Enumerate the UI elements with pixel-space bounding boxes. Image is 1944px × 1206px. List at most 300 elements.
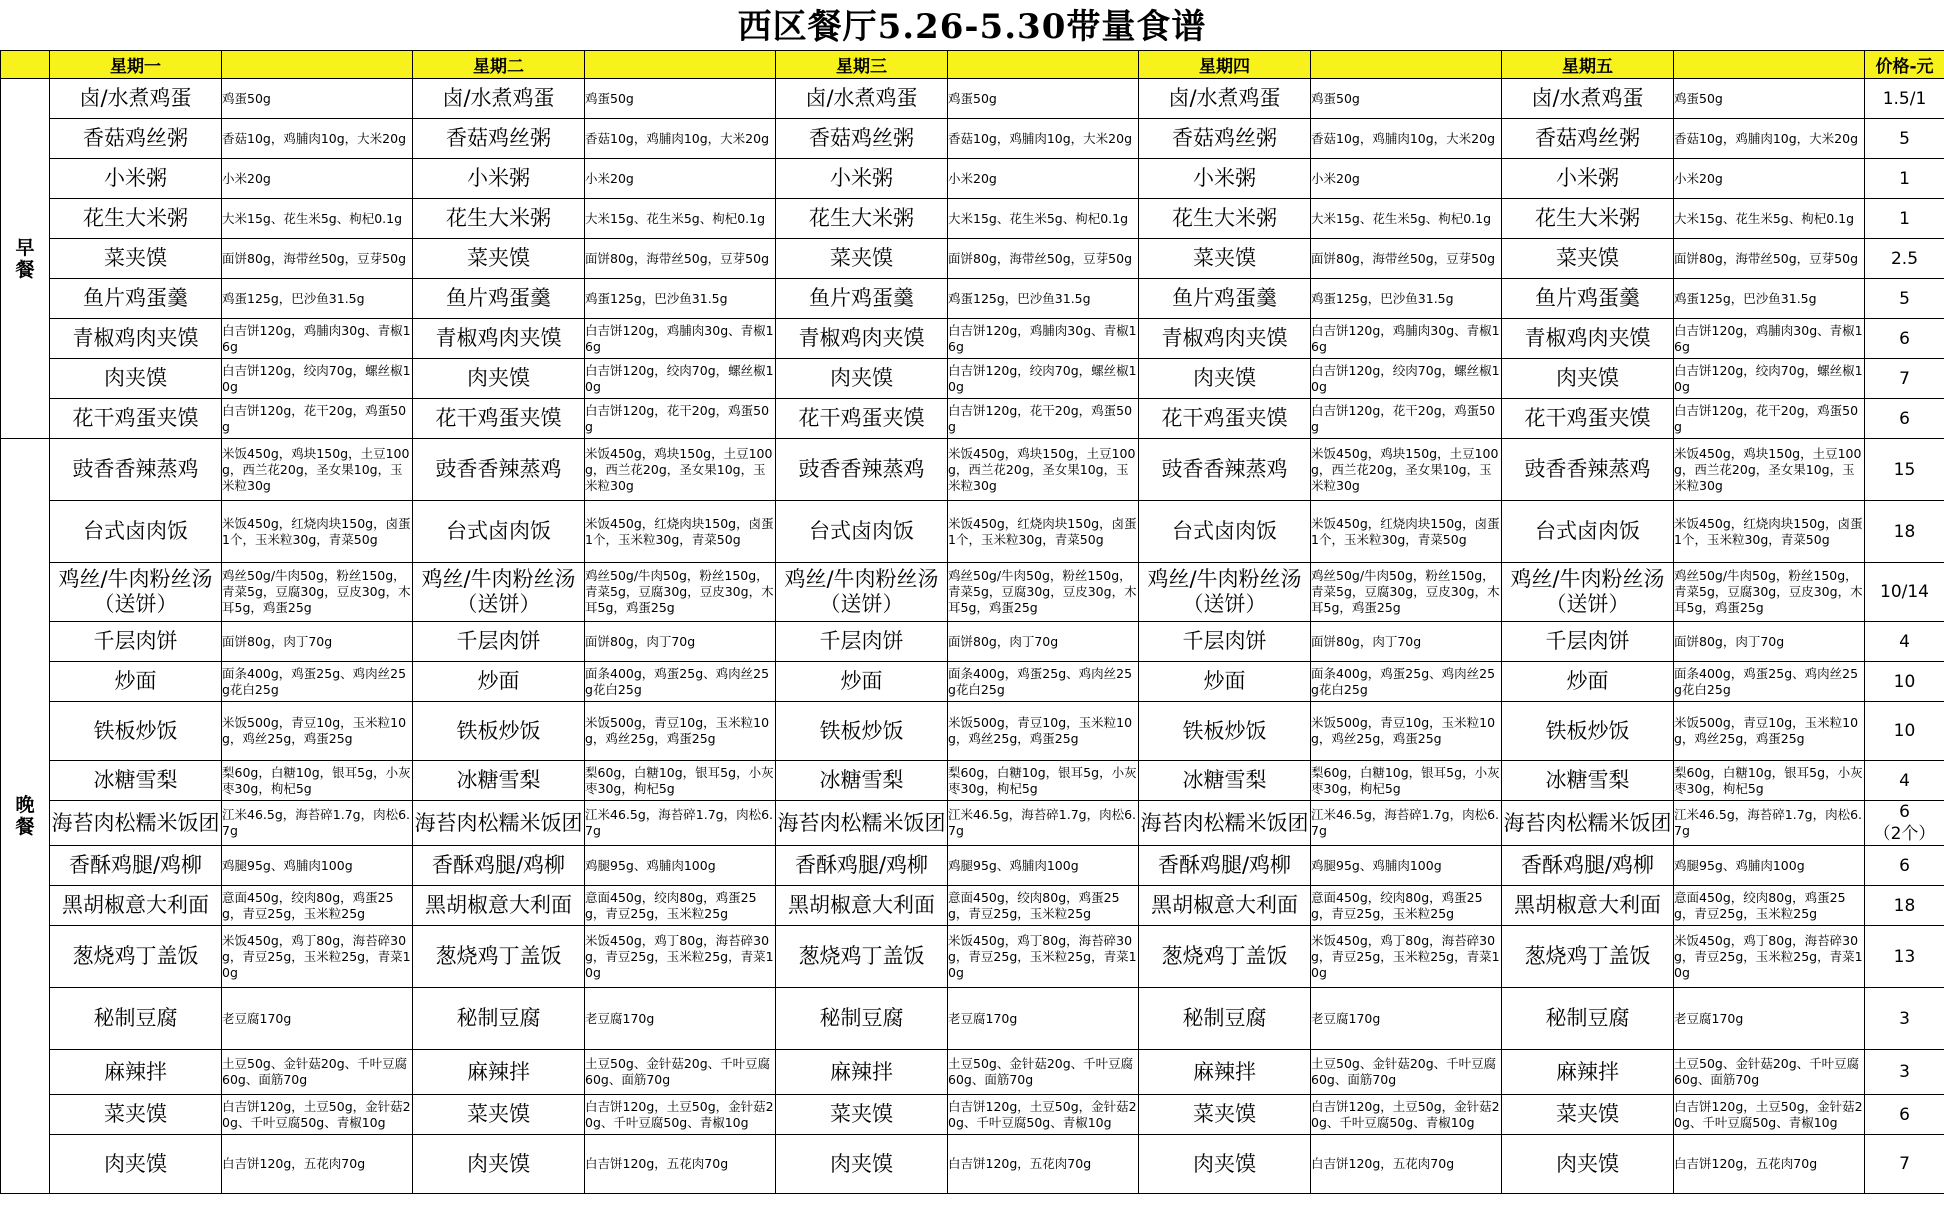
dish-ingredients: 意面450g，绞肉80g，鸡蛋25g，青豆25g，玉米粒25g bbox=[585, 886, 776, 926]
menu-row bbox=[1, 846, 1944, 886]
dish-ingredients: 江米46.5g，海苔碎1.7g，肉松6.7g bbox=[585, 801, 776, 846]
dish-name: 葱烧鸡丁盖饭 bbox=[50, 926, 222, 988]
dish-name: 花生大米粥 bbox=[776, 199, 948, 239]
dish-ingredients: 老豆腐170g bbox=[948, 988, 1139, 1050]
dish-ingredients: 鸡腿95g、鸡脯肉100g bbox=[1311, 846, 1502, 886]
dish-ingredients: 梨60g，白糖10g，银耳5g，小灰枣30g，枸杞5g bbox=[948, 761, 1139, 801]
dish-name: 千层肉饼 bbox=[413, 622, 585, 662]
menu-row bbox=[1, 662, 1944, 702]
dish-ingredients: 大米15g、花生米5g、枸杞0.1g bbox=[1674, 199, 1865, 239]
dish-name: 麻辣拌 bbox=[1139, 1050, 1311, 1095]
dish-ingredients: 米饭450g，鸡丁80g，海苔碎30g，青豆25g，玉米粒25g，青菜10g bbox=[948, 926, 1139, 988]
dish-name: 肉夹馍 bbox=[413, 359, 585, 399]
dish-ingredients: 鸡腿95g、鸡脯肉100g bbox=[948, 846, 1139, 886]
dish-name: 花生大米粥 bbox=[413, 199, 585, 239]
dish-ingredients: 面饼80g，肉丁70g bbox=[1674, 622, 1865, 662]
dish-name: 铁板炒饭 bbox=[776, 702, 948, 761]
dish-name: 花生大米粥 bbox=[1139, 199, 1311, 239]
dish-ingredients: 老豆腐170g bbox=[1311, 988, 1502, 1050]
dish-name: 香酥鸡腿/鸡柳 bbox=[1139, 846, 1311, 886]
dish-price: 5 bbox=[1865, 119, 1944, 159]
dish-name: 花干鸡蛋夹馍 bbox=[50, 399, 222, 439]
dish-name: 青椒鸡肉夹馍 bbox=[1139, 319, 1311, 359]
dish-price: 6 bbox=[1865, 319, 1944, 359]
dish-name: 黑胡椒意大利面 bbox=[776, 886, 948, 926]
menu-row bbox=[1, 1135, 1944, 1194]
dish-name: 炒面 bbox=[1502, 662, 1674, 702]
dish-name: 葱烧鸡丁盖饭 bbox=[1502, 926, 1674, 988]
dish-name: 小米粥 bbox=[1139, 159, 1311, 199]
dish-name: 葱烧鸡丁盖饭 bbox=[1139, 926, 1311, 988]
dish-name: 黑胡椒意大利面 bbox=[1502, 886, 1674, 926]
header-spacer bbox=[1311, 51, 1502, 79]
dish-name: 麻辣拌 bbox=[1502, 1050, 1674, 1095]
dish-name: 鱼片鸡蛋羹 bbox=[1139, 279, 1311, 319]
dish-name: 葱烧鸡丁盖饭 bbox=[413, 926, 585, 988]
dish-ingredients: 白吉饼120g，土豆50g，金针菇20g、千叶豆腐50g、青椒10g bbox=[1674, 1095, 1865, 1135]
dish-ingredients: 米饭450g，鸡块150g，土豆100g，西兰花20g，圣女果10g，玉米粒30g bbox=[222, 439, 413, 501]
dish-ingredients: 白吉饼120g，花干20g，鸡蛋50g bbox=[222, 399, 413, 439]
header-row bbox=[1, 51, 1944, 79]
dish-name: 卤/水煮鸡蛋 bbox=[413, 79, 585, 119]
dish-name: 肉夹馍 bbox=[1139, 1135, 1311, 1194]
dish-price: 7 bbox=[1865, 1135, 1944, 1194]
dish-ingredients: 老豆腐170g bbox=[222, 988, 413, 1050]
menu-row bbox=[1, 279, 1944, 319]
dish-price: 1 bbox=[1865, 199, 1944, 239]
dish-ingredients: 白吉饼120g，鸡脯肉30g、青椒16g bbox=[222, 319, 413, 359]
header-day-tue: 星期二 bbox=[413, 51, 585, 79]
menu-row bbox=[1, 801, 1944, 846]
dish-price: 3 bbox=[1865, 1050, 1944, 1095]
dish-price: 4 bbox=[1865, 761, 1944, 801]
dish-ingredients: 香菇10g，鸡脯肉10g，大米20g bbox=[1311, 119, 1502, 159]
dish-name: 菜夹馍 bbox=[1502, 1095, 1674, 1135]
dish-ingredients: 白吉饼120g，五花肉70g bbox=[1674, 1135, 1865, 1194]
dish-name: 秘制豆腐 bbox=[50, 988, 222, 1050]
dish-ingredients: 小米20g bbox=[1311, 159, 1502, 199]
dish-name: 菜夹馍 bbox=[413, 1095, 585, 1135]
dish-name: 肉夹馍 bbox=[1502, 359, 1674, 399]
dish-name: 冰糖雪梨 bbox=[1502, 761, 1674, 801]
menu-row bbox=[1, 501, 1944, 563]
dish-ingredients: 白吉饼120g，鸡脯肉30g、青椒16g bbox=[585, 319, 776, 359]
dish-name: 炒面 bbox=[50, 662, 222, 702]
dish-name: 卤/水煮鸡蛋 bbox=[1502, 79, 1674, 119]
menu-row bbox=[1, 1095, 1944, 1135]
header-spacer bbox=[1674, 51, 1865, 79]
dish-name: 铁板炒饭 bbox=[1139, 702, 1311, 761]
dish-name: 小米粥 bbox=[776, 159, 948, 199]
dish-ingredients: 鸡蛋50g bbox=[948, 79, 1139, 119]
dish-ingredients: 香菇10g，鸡脯肉10g，大米20g bbox=[948, 119, 1139, 159]
dish-ingredients: 鸡蛋125g，巴沙鱼31.5g bbox=[222, 279, 413, 319]
dish-name: 海苔肉松糯米饭团 bbox=[50, 801, 222, 846]
dish-ingredients: 梨60g，白糖10g，银耳5g，小灰枣30g，枸杞5g bbox=[222, 761, 413, 801]
dish-name: 香菇鸡丝粥 bbox=[1502, 119, 1674, 159]
dish-ingredients: 米饭450g，红烧肉块150g，卤蛋1个，玉米粒30g，青菜50g bbox=[1674, 501, 1865, 563]
dish-ingredients: 大米15g、花生米5g、枸杞0.1g bbox=[222, 199, 413, 239]
dish-name: 卤/水煮鸡蛋 bbox=[776, 79, 948, 119]
dish-name: 铁板炒饭 bbox=[413, 702, 585, 761]
header-day-wed: 星期三 bbox=[776, 51, 948, 79]
menu-row bbox=[1, 886, 1944, 926]
header-spacer bbox=[222, 51, 413, 79]
dish-ingredients: 梨60g，白糖10g，银耳5g，小灰枣30g，枸杞5g bbox=[585, 761, 776, 801]
dish-price: 6 bbox=[1865, 399, 1944, 439]
dish-ingredients: 意面450g，绞肉80g，鸡蛋25g，青豆25g，玉米粒25g bbox=[1674, 886, 1865, 926]
dish-name: 冰糖雪梨 bbox=[50, 761, 222, 801]
dish-ingredients: 意面450g，绞肉80g，鸡蛋25g，青豆25g，玉米粒25g bbox=[948, 886, 1139, 926]
dish-ingredients: 意面450g，绞肉80g，鸡蛋25g，青豆25g，玉米粒25g bbox=[1311, 886, 1502, 926]
dish-name: 鱼片鸡蛋羹 bbox=[50, 279, 222, 319]
menu-row bbox=[1, 319, 1944, 359]
dish-name: 肉夹馍 bbox=[50, 359, 222, 399]
dish-name: 青椒鸡肉夹馍 bbox=[50, 319, 222, 359]
menu-row bbox=[1, 988, 1944, 1050]
meal-label-text: 早餐 bbox=[15, 236, 35, 281]
dish-ingredients: 白吉饼120g，鸡脯肉30g、青椒16g bbox=[1674, 319, 1865, 359]
dish-ingredients: 米饭500g，青豆10g，玉米粒10g，鸡丝25g，鸡蛋25g bbox=[222, 702, 413, 761]
dish-name: 冰糖雪梨 bbox=[1139, 761, 1311, 801]
dish-price: 6 （2个） bbox=[1865, 801, 1944, 846]
dish-name: 菜夹馍 bbox=[776, 239, 948, 279]
menu-row bbox=[1, 563, 1944, 622]
menu-row bbox=[1, 761, 1944, 801]
meal-label bbox=[1, 439, 50, 1194]
dish-ingredients: 鸡丝50g/牛肉50g，粉丝150g，青菜5g，豆腐30g，豆皮30g，木耳5g，鸡蛋25g bbox=[585, 563, 776, 622]
dish-name: 鱼片鸡蛋羹 bbox=[413, 279, 585, 319]
dish-name: 千层肉饼 bbox=[1139, 622, 1311, 662]
dish-ingredients: 米饭500g，青豆10g，玉米粒10g，鸡丝25g，鸡蛋25g bbox=[1311, 702, 1502, 761]
dish-ingredients: 面饼80g，海带丝50g，豆芽50g bbox=[1674, 239, 1865, 279]
dish-ingredients: 米饭450g，鸡丁80g，海苔碎30g，青豆25g，玉米粒25g，青菜10g bbox=[585, 926, 776, 988]
dish-ingredients: 面饼80g，肉丁70g bbox=[222, 622, 413, 662]
dish-name: 肉夹馍 bbox=[1502, 1135, 1674, 1194]
dish-ingredients: 老豆腐170g bbox=[1674, 988, 1865, 1050]
dish-price: 2.5 bbox=[1865, 239, 1944, 279]
dish-ingredients: 鸡蛋125g，巴沙鱼31.5g bbox=[1674, 279, 1865, 319]
dish-name: 麻辣拌 bbox=[776, 1050, 948, 1095]
dish-ingredients: 白吉饼120g，土豆50g，金针菇20g、千叶豆腐50g、青椒10g bbox=[222, 1095, 413, 1135]
dish-name: 青椒鸡肉夹馍 bbox=[1502, 319, 1674, 359]
dish-ingredients: 面饼80g，海带丝50g，豆芽50g bbox=[1311, 239, 1502, 279]
dish-ingredients: 鸡腿95g、鸡脯肉100g bbox=[1674, 846, 1865, 886]
dish-name: 花干鸡蛋夹馍 bbox=[1502, 399, 1674, 439]
dish-name: 海苔肉松糯米饭团 bbox=[1502, 801, 1674, 846]
dish-ingredients: 面饼80g，海带丝50g，豆芽50g bbox=[948, 239, 1139, 279]
dish-ingredients: 大米15g、花生米5g、枸杞0.1g bbox=[585, 199, 776, 239]
dish-ingredients: 米饭450g，鸡块150g，土豆100g，西兰花20g，圣女果10g，玉米粒30g bbox=[1674, 439, 1865, 501]
dish-name: 香酥鸡腿/鸡柳 bbox=[413, 846, 585, 886]
dish-ingredients: 梨60g，白糖10g，银耳5g，小灰枣30g，枸杞5g bbox=[1311, 761, 1502, 801]
dish-ingredients: 鸡蛋125g，巴沙鱼31.5g bbox=[585, 279, 776, 319]
dish-ingredients: 江米46.5g，海苔碎1.7g，肉松6.7g bbox=[1674, 801, 1865, 846]
dish-ingredients: 面条400g，鸡蛋25g、鸡肉丝25g花白25g bbox=[585, 662, 776, 702]
dish-name: 肉夹馍 bbox=[413, 1135, 585, 1194]
dish-name: 冰糖雪梨 bbox=[776, 761, 948, 801]
dish-ingredients: 面饼80g，肉丁70g bbox=[585, 622, 776, 662]
dish-ingredients: 面饼80g，肉丁70g bbox=[1311, 622, 1502, 662]
dish-price: 5 bbox=[1865, 279, 1944, 319]
dish-name: 花干鸡蛋夹馍 bbox=[776, 399, 948, 439]
menu-table bbox=[0, 50, 1944, 1194]
dish-ingredients: 面条400g，鸡蛋25g、鸡肉丝25g花白25g bbox=[948, 662, 1139, 702]
dish-name: 卤/水煮鸡蛋 bbox=[50, 79, 222, 119]
dish-price: 3 bbox=[1865, 988, 1944, 1050]
dish-ingredients: 白吉饼120g，花干20g，鸡蛋50g bbox=[1311, 399, 1502, 439]
dish-name: 海苔肉松糯米饭团 bbox=[1139, 801, 1311, 846]
dish-ingredients: 白吉饼120g，绞肉70g，螺丝椒10g bbox=[1311, 359, 1502, 399]
dish-name: 小米粥 bbox=[1502, 159, 1674, 199]
dish-ingredients: 米饭450g，鸡块150g，土豆100g，西兰花20g，圣女果10g，玉米粒30g bbox=[585, 439, 776, 501]
dish-price: 10 bbox=[1865, 662, 1944, 702]
menu-row bbox=[1, 79, 1944, 119]
dish-ingredients: 土豆50g、金针菇20g、千叶豆腐60g、面筋70g bbox=[948, 1050, 1139, 1095]
dish-name: 千层肉饼 bbox=[1502, 622, 1674, 662]
dish-ingredients: 大米15g、花生米5g、枸杞0.1g bbox=[948, 199, 1139, 239]
dish-ingredients: 小米20g bbox=[585, 159, 776, 199]
menu-row bbox=[1, 119, 1944, 159]
dish-name: 青椒鸡肉夹馍 bbox=[776, 319, 948, 359]
header-day-thu: 星期四 bbox=[1139, 51, 1311, 79]
dish-price: 6 bbox=[1865, 1095, 1944, 1135]
header-day-mon: 星期一 bbox=[50, 51, 222, 79]
menu-row bbox=[1, 359, 1944, 399]
menu-row bbox=[1, 439, 1944, 501]
dish-name: 黑胡椒意大利面 bbox=[413, 886, 585, 926]
dish-ingredients: 米饭450g，鸡丁80g，海苔碎30g，青豆25g，玉米粒25g，青菜10g bbox=[1674, 926, 1865, 988]
dish-ingredients: 白吉饼120g，绞肉70g，螺丝椒10g bbox=[585, 359, 776, 399]
dish-ingredients: 白吉饼120g，五花肉70g bbox=[222, 1135, 413, 1194]
dish-name: 菜夹馍 bbox=[1139, 239, 1311, 279]
dish-name: 豉香香辣蒸鸡 bbox=[413, 439, 585, 501]
dish-ingredients: 小米20g bbox=[222, 159, 413, 199]
dish-name: 鱼片鸡蛋羹 bbox=[1502, 279, 1674, 319]
dish-price: 6 bbox=[1865, 846, 1944, 886]
dish-name: 海苔肉松糯米饭团 bbox=[413, 801, 585, 846]
dish-name: 花生大米粥 bbox=[1502, 199, 1674, 239]
dish-ingredients: 香菇10g，鸡脯肉10g，大米20g bbox=[222, 119, 413, 159]
dish-name: 台式卤肉饭 bbox=[776, 501, 948, 563]
dish-price: 1 bbox=[1865, 159, 1944, 199]
dish-price: 18 bbox=[1865, 886, 1944, 926]
dish-ingredients: 面条400g，鸡蛋25g、鸡肉丝25g花白25g bbox=[1311, 662, 1502, 702]
dish-name: 葱烧鸡丁盖饭 bbox=[776, 926, 948, 988]
dish-name: 麻辣拌 bbox=[50, 1050, 222, 1095]
dish-name: 鸡丝/牛肉粉丝汤（送饼） bbox=[413, 563, 585, 622]
dish-ingredients: 米饭450g，鸡块150g，土豆100g，西兰花20g，圣女果10g，玉米粒30g bbox=[1311, 439, 1502, 501]
dish-name: 肉夹馍 bbox=[776, 1135, 948, 1194]
dish-name: 千层肉饼 bbox=[50, 622, 222, 662]
dish-name: 黑胡椒意大利面 bbox=[50, 886, 222, 926]
dish-ingredients: 鸡丝50g/牛肉50g，粉丝150g，青菜5g，豆腐30g，豆皮30g，木耳5g，鸡蛋25g bbox=[948, 563, 1139, 622]
dish-ingredients: 江米46.5g，海苔碎1.7g，肉松6.7g bbox=[222, 801, 413, 846]
dish-ingredients: 老豆腐170g bbox=[585, 988, 776, 1050]
dish-name: 鸡丝/牛肉粉丝汤（送饼） bbox=[1139, 563, 1311, 622]
dish-name: 肉夹馍 bbox=[1139, 359, 1311, 399]
menu-row bbox=[1, 702, 1944, 761]
dish-ingredients: 意面450g，绞肉80g，鸡蛋25g，青豆25g，玉米粒25g bbox=[222, 886, 413, 926]
dish-price: 10 bbox=[1865, 702, 1944, 761]
dish-name: 豉香香辣蒸鸡 bbox=[1502, 439, 1674, 501]
dish-price: 15 bbox=[1865, 439, 1944, 501]
dish-name: 秘制豆腐 bbox=[413, 988, 585, 1050]
dish-ingredients: 白吉饼120g，花干20g，鸡蛋50g bbox=[948, 399, 1139, 439]
dish-ingredients: 米饭450g，鸡块150g，土豆100g，西兰花20g，圣女果10g，玉米粒30g bbox=[948, 439, 1139, 501]
dish-ingredients: 梨60g，白糖10g，银耳5g，小灰枣30g，枸杞5g bbox=[1674, 761, 1865, 801]
dish-ingredients: 面饼80g，肉丁70g bbox=[948, 622, 1139, 662]
dish-ingredients: 香菇10g，鸡脯肉10g，大米20g bbox=[1674, 119, 1865, 159]
dish-ingredients: 米饭450g，红烧肉块150g，卤蛋1个，玉米粒30g，青菜50g bbox=[585, 501, 776, 563]
dish-ingredients: 鸡蛋125g，巴沙鱼31.5g bbox=[1311, 279, 1502, 319]
dish-name: 海苔肉松糯米饭团 bbox=[776, 801, 948, 846]
dish-name: 菜夹馍 bbox=[50, 239, 222, 279]
dish-ingredients: 面饼80g，海带丝50g，豆芽50g bbox=[222, 239, 413, 279]
page-title: 西区餐厅5.26-5.30带量食谱 bbox=[737, 7, 1207, 47]
meal-label bbox=[1, 79, 50, 439]
dish-ingredients: 白吉饼120g，绞肉70g，螺丝椒10g bbox=[948, 359, 1139, 399]
dish-price: 7 bbox=[1865, 359, 1944, 399]
dish-name: 青椒鸡肉夹馍 bbox=[413, 319, 585, 359]
dish-ingredients: 白吉饼120g，花干20g，鸡蛋50g bbox=[1674, 399, 1865, 439]
dish-ingredients: 鸡丝50g/牛肉50g，粉丝150g，青菜5g，豆腐30g，豆皮30g，木耳5g，鸡蛋25g bbox=[222, 563, 413, 622]
dish-name: 炒面 bbox=[776, 662, 948, 702]
menu-row bbox=[1, 1050, 1944, 1095]
dish-ingredients: 大米15g、花生米5g、枸杞0.1g bbox=[1311, 199, 1502, 239]
dish-ingredients: 米饭450g，鸡丁80g，海苔碎30g，青豆25g，玉米粒25g，青菜10g bbox=[222, 926, 413, 988]
dish-name: 黑胡椒意大利面 bbox=[1139, 886, 1311, 926]
header-day-fri: 星期五 bbox=[1502, 51, 1674, 79]
dish-ingredients: 小米20g bbox=[1674, 159, 1865, 199]
dish-name: 菜夹馍 bbox=[413, 239, 585, 279]
dish-name: 铁板炒饭 bbox=[50, 702, 222, 761]
dish-ingredients: 白吉饼120g，鸡脯肉30g、青椒16g bbox=[1311, 319, 1502, 359]
dish-ingredients: 白吉饼120g，绞肉70g，螺丝椒10g bbox=[1674, 359, 1865, 399]
dish-name: 小米粥 bbox=[413, 159, 585, 199]
dish-name: 台式卤肉饭 bbox=[413, 501, 585, 563]
dish-name: 肉夹馍 bbox=[50, 1135, 222, 1194]
dish-name: 台式卤肉饭 bbox=[50, 501, 222, 563]
dish-name: 豉香香辣蒸鸡 bbox=[776, 439, 948, 501]
dish-ingredients: 面条400g，鸡蛋25g、鸡肉丝25g花白25g bbox=[1674, 662, 1865, 702]
dish-ingredients: 鸡蛋50g bbox=[1311, 79, 1502, 119]
dish-ingredients: 白吉饼120g，土豆50g，金针菇20g、千叶豆腐50g、青椒10g bbox=[948, 1095, 1139, 1135]
dish-ingredients: 土豆50g、金针菇20g、千叶豆腐60g、面筋70g bbox=[222, 1050, 413, 1095]
dish-name: 台式卤肉饭 bbox=[1139, 501, 1311, 563]
dish-name: 千层肉饼 bbox=[776, 622, 948, 662]
dish-ingredients: 米饭450g，鸡丁80g，海苔碎30g，青豆25g，玉米粒25g，青菜10g bbox=[1311, 926, 1502, 988]
dish-name: 鱼片鸡蛋羹 bbox=[776, 279, 948, 319]
dish-name: 豉香香辣蒸鸡 bbox=[50, 439, 222, 501]
dish-ingredients: 土豆50g、金针菇20g、千叶豆腐60g、面筋70g bbox=[585, 1050, 776, 1095]
dish-ingredients: 土豆50g、金针菇20g、千叶豆腐60g、面筋70g bbox=[1311, 1050, 1502, 1095]
dish-ingredients: 白吉饼120g，土豆50g，金针菇20g、千叶豆腐50g、青椒10g bbox=[1311, 1095, 1502, 1135]
meal-label-text: 晚餐 bbox=[15, 794, 35, 838]
dish-price: 18 bbox=[1865, 501, 1944, 563]
dish-ingredients: 白吉饼120g，花干20g，鸡蛋50g bbox=[585, 399, 776, 439]
dish-ingredients: 米饭450g，红烧肉块150g，卤蛋1个，玉米粒30g，青菜50g bbox=[948, 501, 1139, 563]
dish-price: 4 bbox=[1865, 622, 1944, 662]
dish-ingredients: 米饭500g，青豆10g，玉米粒10g，鸡丝25g，鸡蛋25g bbox=[1674, 702, 1865, 761]
dish-ingredients: 米饭450g，红烧肉块150g，卤蛋1个，玉米粒30g，青菜50g bbox=[222, 501, 413, 563]
dish-name: 香酥鸡腿/鸡柳 bbox=[50, 846, 222, 886]
dish-ingredients: 米饭450g，红烧肉块150g，卤蛋1个，玉米粒30g，青菜50g bbox=[1311, 501, 1502, 563]
dish-ingredients: 米饭500g，青豆10g，玉米粒10g，鸡丝25g，鸡蛋25g bbox=[585, 702, 776, 761]
dish-name: 秘制豆腐 bbox=[1502, 988, 1674, 1050]
menu-row bbox=[1, 159, 1944, 199]
dish-ingredients: 香菇10g，鸡脯肉10g，大米20g bbox=[585, 119, 776, 159]
dish-ingredients: 白吉饼120g，五花肉70g bbox=[948, 1135, 1139, 1194]
dish-name: 肉夹馍 bbox=[776, 359, 948, 399]
dish-name: 鸡丝/牛肉粉丝汤（送饼） bbox=[776, 563, 948, 622]
dish-ingredients: 面条400g，鸡蛋25g、鸡肉丝25g花白25g bbox=[222, 662, 413, 702]
dish-ingredients: 小米20g bbox=[948, 159, 1139, 199]
dish-name: 菜夹馍 bbox=[1502, 239, 1674, 279]
dish-ingredients: 鸡腿95g、鸡脯肉100g bbox=[585, 846, 776, 886]
dish-name: 鸡丝/牛肉粉丝汤（送饼） bbox=[1502, 563, 1674, 622]
dish-name: 冰糖雪梨 bbox=[413, 761, 585, 801]
dish-price: 1.5/1 bbox=[1865, 79, 1944, 119]
dish-ingredients: 鸡蛋125g，巴沙鱼31.5g bbox=[948, 279, 1139, 319]
header-price: 价格-元 bbox=[1865, 51, 1944, 79]
dish-ingredients: 鸡丝50g/牛肉50g，粉丝150g，青菜5g，豆腐30g，豆皮30g，木耳5g，鸡蛋25g bbox=[1311, 563, 1502, 622]
header-blank bbox=[1, 51, 50, 79]
dish-ingredients: 江米46.5g，海苔碎1.7g，肉松6.7g bbox=[948, 801, 1139, 846]
dish-ingredients: 面饼80g，海带丝50g，豆芽50g bbox=[585, 239, 776, 279]
dish-ingredients: 白吉饼120g，绞肉70g，螺丝椒10g bbox=[222, 359, 413, 399]
dish-name: 香菇鸡丝粥 bbox=[413, 119, 585, 159]
dish-name: 菜夹馍 bbox=[50, 1095, 222, 1135]
dish-ingredients: 白吉饼120g，土豆50g，金针菇20g、千叶豆腐50g、青椒10g bbox=[585, 1095, 776, 1135]
dish-name: 香菇鸡丝粥 bbox=[1139, 119, 1311, 159]
dish-name: 秘制豆腐 bbox=[776, 988, 948, 1050]
dish-name: 香酥鸡腿/鸡柳 bbox=[776, 846, 948, 886]
dish-ingredients: 江米46.5g，海苔碎1.7g，肉松6.7g bbox=[1311, 801, 1502, 846]
header-spacer bbox=[585, 51, 776, 79]
dish-name: 炒面 bbox=[1139, 662, 1311, 702]
dish-name: 菜夹馍 bbox=[776, 1095, 948, 1135]
dish-name: 豉香香辣蒸鸡 bbox=[1139, 439, 1311, 501]
dish-price: 10/14 bbox=[1865, 563, 1944, 622]
dish-ingredients: 白吉饼120g，鸡脯肉30g、青椒16g bbox=[948, 319, 1139, 359]
menu-row bbox=[1, 622, 1944, 662]
dish-price: 13 bbox=[1865, 926, 1944, 988]
dish-name: 香菇鸡丝粥 bbox=[776, 119, 948, 159]
dish-ingredients: 鸡丝50g/牛肉50g，粉丝150g，青菜5g，豆腐30g，豆皮30g，木耳5g，鸡蛋25g bbox=[1674, 563, 1865, 622]
dish-ingredients: 鸡腿95g、鸡脯肉100g bbox=[222, 846, 413, 886]
dish-ingredients: 鸡蛋50g bbox=[585, 79, 776, 119]
dish-name: 花干鸡蛋夹馍 bbox=[1139, 399, 1311, 439]
dish-name: 炒面 bbox=[413, 662, 585, 702]
dish-ingredients: 米饭500g，青豆10g，玉米粒10g，鸡丝25g，鸡蛋25g bbox=[948, 702, 1139, 761]
dish-ingredients: 白吉饼120g，五花肉70g bbox=[1311, 1135, 1502, 1194]
dish-name: 铁板炒饭 bbox=[1502, 702, 1674, 761]
dish-ingredients: 土豆50g、金针菇20g、千叶豆腐60g、面筋70g bbox=[1674, 1050, 1865, 1095]
dish-name: 花干鸡蛋夹馍 bbox=[413, 399, 585, 439]
dish-name: 小米粥 bbox=[50, 159, 222, 199]
dish-name: 卤/水煮鸡蛋 bbox=[1139, 79, 1311, 119]
dish-ingredients: 白吉饼120g，五花肉70g bbox=[585, 1135, 776, 1194]
menu-row bbox=[1, 199, 1944, 239]
dish-ingredients: 鸡蛋50g bbox=[222, 79, 413, 119]
dish-name: 鸡丝/牛肉粉丝汤（送饼） bbox=[50, 563, 222, 622]
dish-name: 菜夹馍 bbox=[1139, 1095, 1311, 1135]
menu-row bbox=[1, 239, 1944, 279]
menu-row bbox=[1, 399, 1944, 439]
menu-row bbox=[1, 926, 1944, 988]
dish-name: 麻辣拌 bbox=[413, 1050, 585, 1095]
